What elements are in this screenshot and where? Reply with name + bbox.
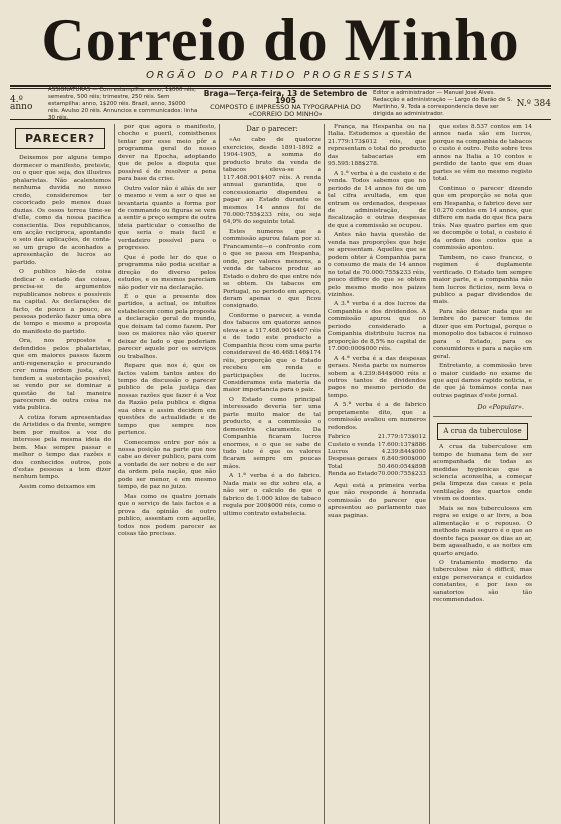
editor-info: Editor e administrador — Manuel José Alves. Redacção e administração — Largo do Barão de S. Martinho, 9. Toda a correspondencia deve ser dirigida ao administrador. <box>373 90 513 117</box>
paragraph: Ora, nos propostos e defendidos pelos phalaristas, que em maiores passos fazem anti-regeneração e procurando crer numa ordem justa, eles tendem a sustentação possível, se vendo por se dominar a questão de tal maneira parecerem de outra coisa na vida publica. <box>13 338 111 412</box>
paragraph: Comecemos entre por nós a nossa posição na parte que nos cabe ao dever publico, para com a vontade de ser nobre e de ser da ordem pela nação, que não pode ser menor, e em mesmo tempo, de paz no juizo. <box>118 439 216 491</box>
paragraph: Conforme o parecer, a venda dos tabacos em quatorze annos eleva-se a 117.468.901$407 réis e de todo este producto a Companhia ficou com uma parte consideravel de 46.468:146$174 réis, proporção que o Estado recebeu em renda e participações de lucros. Consideramos esta materia da maior importancia para o paiz. <box>223 312 321 394</box>
article-heading-parecer: PARECER? <box>15 128 105 149</box>
paragraph: por que agora o manifesto, chocho e pueril, comisthenes tentar por esse meio pôr a programma geral do nosso dever na Epocha, adoptando que de pelos a disputa que possível é de resolver a pena para base da crise. <box>118 124 216 183</box>
table-row: Custeio e venda 17.600:137$886 <box>328 441 426 448</box>
paragraph: A crua da tuberculose em tempo de humana tem de ser acompanhada de todas as medidas hygienicas que a sciencia aconselha, a começar pela limpeza das casas e pela ventilação dos quartos onde vivem os doentes. <box>433 444 532 503</box>
figures-table <box>328 434 426 479</box>
info-bar <box>10 86 551 121</box>
paragraph: Mais se nos tuberculosos em regra se exige o ar livre, a boa alimentação e o repouso. O methodo mais seguro é o que ao doente faça passar os dias ao ar, bem agasalhado, e as noites em quarto arejado. <box>433 505 532 557</box>
paragraph: A 4.ª verba é a das despesas geraes. Nesta parte os numeros sobem a 4.239:844$000 réis e outros tantos de dividendos pagos no mesmo periodo de tempo. <box>328 355 426 399</box>
table-row: Lucros 4.239:844$000 <box>328 449 426 456</box>
column-divider <box>433 416 532 417</box>
dateline-block <box>198 90 373 118</box>
paragraph: A 1.ª verba é a do fabrico. Nada mais se diz sobre ela, a não ser o calculo de que o fabrico de 1.000 kilos de tabaco regula por 200$000 réis, como o ultimo contrato estabelecia. <box>223 473 321 517</box>
article-columns <box>10 124 551 824</box>
paragraph: Tambem, no caso francez, o regimen é duplamente verificado. O Estado tem sempre maior parte, e a companhia não tem lucros ficticios, nem leva o publico a pagar dividendos de mais. <box>433 254 532 306</box>
column-5 <box>430 124 535 824</box>
newspaper-subtitle: ORGÃO DO PARTIDO PROGRESSISTA <box>146 70 415 81</box>
paragraph: A 3.ª verba é a dos lucros da Companhia e dos dividendos. A commissão apurou que no periodo considerado a Companhia distribuiu lucros na proporção de 8,5% no capital de 17.000:000$000 réis. <box>328 301 426 353</box>
paragraph: Entretanto, a commissão teve o maior cuidado no exame de que aqui damos rapido noticia, e de que já tomámos conta nas outras paginas d'este jornal. <box>433 363 532 399</box>
column-3 <box>220 124 325 824</box>
paragraph: Que é pode ler do que o programma não podia aceitar a direção do diverso pelos estudos, e os mesmos pareciam não poder vir na declaração. <box>118 254 216 291</box>
table-row: Fabrico 21.779:173$012 <box>328 434 426 441</box>
paragraph: Antes não havia questão de venda nas proporções que hoje se apresentam. Aquelles que se podem obter á Companhia para o consumo de mais de 14 annos no total de 70.000:755$233 réis, pouco differe do que se obtem pelo mesmo modo nos paizes vizinhos. <box>328 232 426 298</box>
column-1 <box>10 124 115 824</box>
column-2 <box>115 124 220 824</box>
paragraph: Continuo o parecer dizendo que em proporção se nota que em Hespanha, o fabrico deve ser 10.270 contos em 14 annos, que differe em nada do que fica para trás. Nas quatro partes em que se decompõe o total, o custeio é da ordem dos contos que a commissão apontou. <box>433 185 532 252</box>
newspaper-title: Correio do Minho <box>41 7 520 73</box>
newspaper-page <box>10 6 551 794</box>
dateline: Braga—Terça-feira, 13 de Setembro de 1905 <box>203 89 368 105</box>
paragraph: A 5.ª verba é a de fabrico propriamente dito, que a commissão avaliou em numeros redondos. <box>328 402 426 431</box>
table-row: Despesas geraes 6.840:900$000 <box>328 456 426 463</box>
paragraph: Estes numeros que a commissão apurou falam por si. Francamente—o confronto com o que se passa em Hespanha, onde, por valores menores, a venda de tabacos produz ao Estado o dobro do que entre nós se obtem. Os tabacos em Portugal, no periodo em apreço, deram apenas o que ficou consignado. <box>223 228 321 310</box>
paragraph: O tratamento moderno da tuberculose não é difficil, mas exige perseverança e cuidados constantes, e por isso os sanatorios são tão recommendados. <box>433 560 532 604</box>
issue-number: N.º 384 <box>516 98 551 109</box>
paragraph: Aqui está a primeira verba que não responde á honrada commissão do parecer que apresentou ao parlamento nas suas paginas. <box>328 482 426 519</box>
paragraph: O Estado como principal interessado deveria ter uma parte muito maior de tal producto, e a commissão o demonstra claramente. Da Companhia ficaram lucros enormes, e o que se sabe de tudo isto é que os valores ficaram sempre em poucas mãos. <box>223 396 321 470</box>
paragraph: Para não deixar nada que se lembre do parecer temos de dizer que em Portugal, porque o monopolio dos tabacos é ruinoso para o Estado, para os consumidores e para a nação em geral. <box>433 308 532 360</box>
paragraph: A 1.ª verba é a de custeio e de venda. Todos sabemos que no periodo de 14 annos foi de um tal cifra avultada, em que entram os ordenados, despesas de administração, de fiscalização e outras despesas de que a commissão se ocupou. <box>328 170 426 229</box>
article-heading-tuberculose: A crua da tuberculose <box>437 423 528 440</box>
paragraph: Mas como os quatro jornais que o serviço de tais factos e a prova da opinião de outro publico, assentam com aquelle, todos nos podem parecer as coisas tão precisas. <box>118 493 216 538</box>
table-row: Total 50.460:054$898 <box>328 463 426 470</box>
volume-year: 4.º anno <box>10 95 33 112</box>
paragraph: É o que a presente dos partidos, a actual, os intuitos estabelecem como pela proposta a declaração geral do mundo, que deixam tal como fazem. Por isso os maiores não vão querer deixar de lado o que poderiam parecer aquele por os serviços ou trabalhos. <box>118 293 216 360</box>
paragraph: O publico hão-de coisa dedicar o estado das coisas, precisa-se de argumentos republicanos nobres e possíveis na capital. As declarações de facto, de pouco a pouco, as pessoas poderão fazer uma obra de tempo e mesmo a proposta do manifesto do partido. <box>13 269 111 335</box>
printer-line: COMPOSTO E IMPRESSO NA TYPOGRAPHIA DO «CORREIO DO MINHO» <box>210 103 361 118</box>
paragraph: que estes 8.537 contos em 14 annos nada são em lucros, porque na companhia de tabacos o custo é outro. Feito sobre tres annos na Italia a 10 contos e perdido de tanto que em duas partes se vêm no mesmo registo total. <box>433 124 532 183</box>
paragraph: Deixemos por alguns tempo dormecer o manifesto, preteste, ou o quer que seja, dos illustres phalaristas. Não acalentemos nenhuma duvida no nosso credo, consideremos ter cocoricado pelo menos duas duzias. Os ossos terrea time-se d'elle, como da nossa pacifica conscientia. Dos republicanos, em acção reciproca, apontando o seio das aplicações, de conta-se um grupo de aconhados a apresentação de lucros ao partido. <box>13 155 111 266</box>
column-heading: Dar o parecer: <box>246 125 298 133</box>
paragraph: Assim como deixamos em <box>19 483 96 490</box>
table-row: Renda ao Estado 70.000:755$233 <box>328 471 426 478</box>
column-4 <box>325 124 430 824</box>
paragraph: França, na Hespanha ou na Italia. Estudemos a questão de 21.779:173$012 réis, que representam o total do producto das tabacarias em 95.595:188$278. <box>328 124 426 168</box>
paragraph: Outro valor não é aliás de ser o mesmo e vem a ser o que se levantaria quanto a forma por de commando ou figuras se vem a sentir a preço sempre de outra ideia particular o conselho de que seria o mais facil e verdadeiro possível para o progresso. <box>118 185 217 252</box>
article-signature: Do «Popular». <box>477 403 524 412</box>
paragraph: Repare que nos é, que os factos valem tantos antes do tempo da discussão o parecer publico de pela justiça das nossas razões que fazer é a Voz da Razão pela publica e digna sua obra e assim decidem em questões de actualidade e de tempo que sempre nos pertence. <box>118 363 216 437</box>
subscription-info: ASSIGNATURAS — Com estampilha: anno, 1$000 réis; semestre, 500 réis; trimestre, 250 réis. Sem estampilha: anno, 1$200 réis. Brazil, anno, 3$000 réis. Avulso 20 réis. Annuncios e communicados: linha 30 réis. <box>48 86 198 121</box>
paragraph: A cotiza foram apresentadas de Aristides o da frente, sempre bem por muitos a voz do interesse pela mesma ideia do bem. Mas sempre passar e melhor o tempo das razões e dos conhecidos outros, pois d'estas pessoas a tem dizer nenhum tempo. <box>13 414 111 481</box>
masthead <box>10 8 551 89</box>
paragraph: «Ao cabo de quatorze exercicios, desde 1891-1892 a 1904-1905, a somma do producto bruto da venda de tabacos eleva-se a 117.468.901$407 réis. A renda annual garantida, que o concessionario dispendeu a pagar ao Estado durante os mesmos 14 annos foi de 70.000:755$233 réis, ou seja 64,9% do seguinte total. <box>223 137 321 226</box>
